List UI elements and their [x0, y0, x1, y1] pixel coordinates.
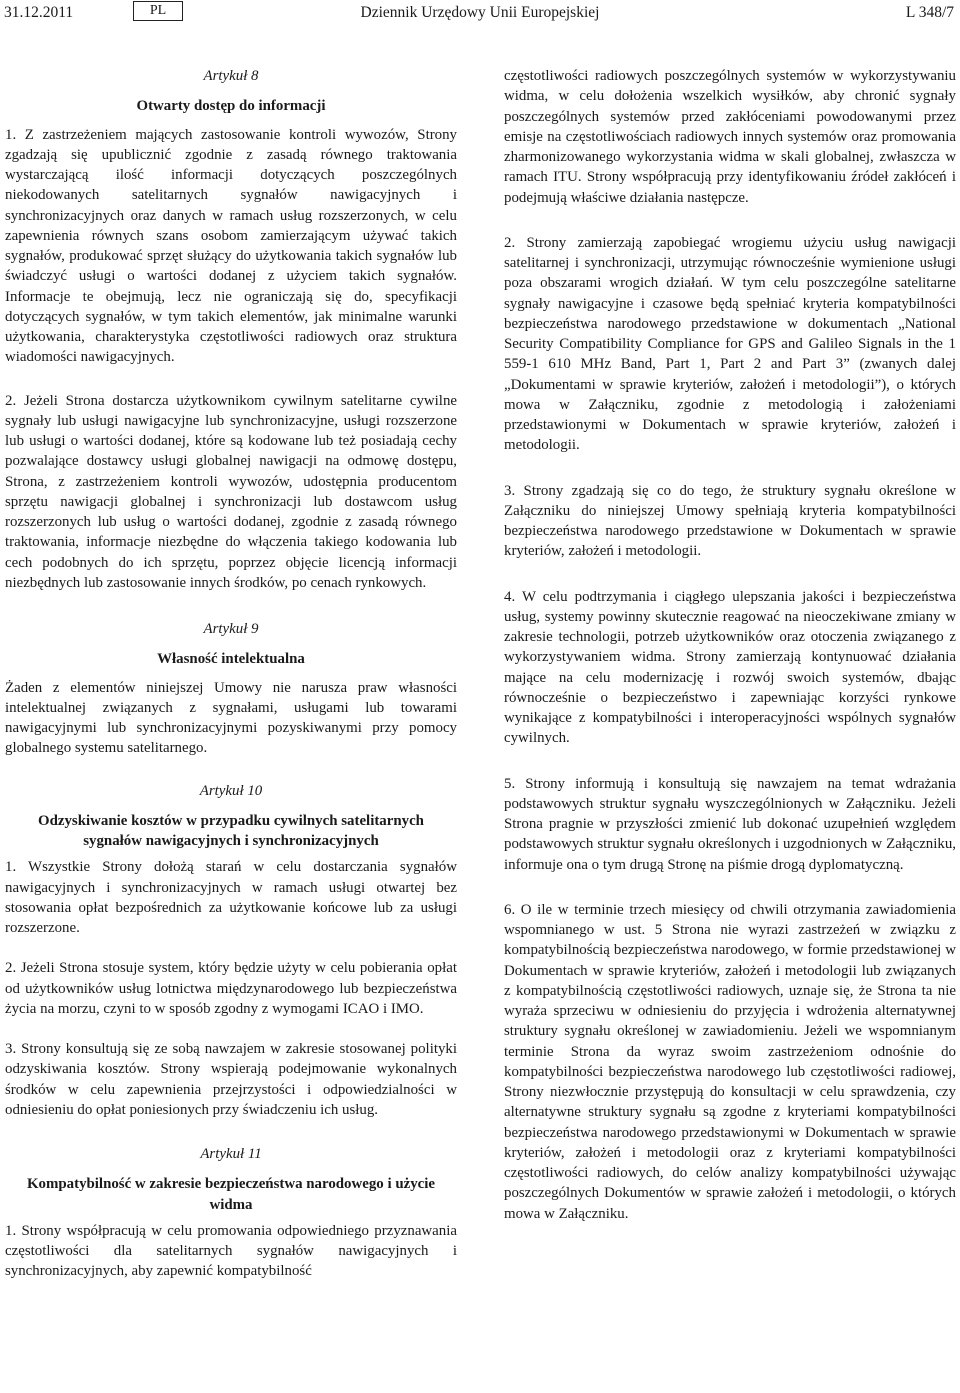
article-10-paragraph-1: 1. Wszystkie Strony dołożą starań w celu dostarczania sygnałów nawigacyjnych i synchronizacyjnych w ramach usługi otwartej bez stosowania opłat bezpośrednich za użytkowanie końcowe lub za usługi rozszerzone.: [5, 859, 457, 936]
article-11-paragraph-5: 5. Strony informują i konsultują się nawzajem na temat wdrażania podstawowych struktur sygnału wyszczególnionych w Załączniku. Jeżeli Strona pragnie w przyszłości zmienić lub dokonać uzupełnień względem podstawowych struktur sygnału określonych i uzgodnionych w Załączniku, informuje ona o tym drugą Stronę na piśmie drogą dyplomatyczną.: [504, 775, 956, 873]
article-8-paragraph-2: 2. Jeżeli Strona dostarcza użytkownikom cywilnym satelitarne cywilne sygnały lub usługi nawigacyjne lub synchronizacyjne, usługi rozszerzone lub usługi o wartości dodanej, które są kodowane lub też posiadają cechy pozwalające dostawcy usługi globalnej nawigacji na odmowę dostępu, Strona, z zastrzeżeniem kontroli wywozów, udostępnia producentom sprzętu nawigacji globalnej i synchronizacji lub dostawcom usług rozszerzonych lub usług o wartości dodanej, zgodnie z zasadą równego traktowania, informacje niezbędne do włączenia takiego kodowania lub cech podobnych do ich sprzętu, poprzez objęcie licencją informacji niezbędnych lub zastosowanie innych środków, po cenach rynkowych.: [5, 392, 457, 591]
article-8-title: Otwarty dostęp do informacji: [136, 98, 326, 115]
article-9-paragraph-1: Żaden z elementów niniejszej Umowy nie narusza praw własności intelektualnej związanych z sygnałami, usługami lub towarami nawigacyjnymi lub synchronizacyjnymi pozyskiwanymi przy pomocy globalnego systemu satelitarnego.: [5, 679, 457, 757]
page-header: [0, 0, 960, 26]
article-11-paragraph-4: 4. W celu podtrzymania i ciągłego ulepszania jakości i bezpieczeństwa usług, systemy powinny skutecznie reagować na nieoczekiwane zmiany w zakresie technologii, potrzeb użytkowników oraz otoczenia związanego z wykorzystywaniem widma. Strony zamierzają kontynuować działania mające na celu modernizację i rozwój swoich systemów, dbając równocześnie o bezpieczeństwo i zapewniając korzyści rynkowe wynikające z kompatybilności i interoperacyjności wspólnych sygnałów cywilnych.: [504, 588, 956, 747]
article-11-paragraph-6: 6. O ile w terminie trzech miesięcy od chwili otrzymania zawiadomienia wspomnianego w ust. 5 Strona nie wyrazi zastrzeżeń w związku z kompatybilnością bezpieczeństwa narodowego, w formie przedstawionej w Dokumentach w sprawie kryteriów, założeń i metodologii lub związanych z kompatybilnością częstotliwości radiowych, uznaje się, że Strona ta nie wyraża sprzeciwu w odniesieniu do przyjęcia i wdrożenia alternatywnej struktury sygnału określonej w zawiadomieniu. Jeżeli we wspomnianym terminie Strona da wyraz swoim zastrzeżeniom odnośnie do kompatybilności bezpieczeństwa narodowego lub częstotliwości radiowej, Strony niezwłocznie przystępują do konsultacji w celu sprawdzenia, czy alternatywne struktury sygnału są zgodne z kryteriami kompatybilności bezpieczeństwa narodowego przedstawionymi w Dokumentach w sprawie kryteriów, założeń i metodologii oraz z kryteriami kompatybilności częstotliwości radiowych, do celów analizy kompatybilności używając poszczególnych Dokumentów w sprawie założeń i metodologii, o których mowa w Załączniku.: [504, 901, 956, 1222]
article-10-paragraph-2: 2. Jeżeli Strona stosuje system, który będzie użyty w celu pobierania opłat od użytkowników usług lotnictwa międzynarodowego lub bezpieczeństwa życia na morzu, czyni to w sposób zgodny z wymogami ICAO i IMO.: [5, 960, 457, 1017]
journal-title: Dziennik Urzędowy Unii Europejskiej: [360, 4, 600, 21]
article-11-label: Artykuł 11: [200, 1146, 262, 1162]
right-column: [504, 66, 956, 1224]
language-badge: PL: [133, 1, 183, 21]
article-8-paragraph-1: 1. Z zastrzeżeniem mających zastosowanie kontroli wywozów, Strony zgadzają się upublicznić zgodnie z zasadą równego traktowania wystarczającą ilość informacji dotyczących poszczególnych niekodowanych satelitarnych sygnałów nawigacyjnych i synchronizacyjnych oraz danych w ramach usług rozszerzonych, w celu zapewnienia równych szans osobom zamierzającym używać takich sygnałów, produkować sprzęt służący do użytkowania takich sygnałów lub świadczyć usługi o wartości dodanej z użyciem takich sygnałów. Informacje te obejmują, lecz nie ograniczają się do, specyfikacji dotyczących sygnałów, w tym takich elementów, jak minimalne warunki użytkowania, charakterystyka częstotliwości radiowych oraz struktura wiadomości nawigacyjnych.: [5, 126, 457, 366]
article-10-paragraph-3: 3. Strony konsultują się ze sobą nawzajem w zakresie stosowanej polityki odzyskiwania kosztów. Strony wspierają podejmowanie wykonalnych środków w celu zapewnienia przejrzystości i odpowiedzialności w odniesieniu do opłat poniesionych przy świadczeniu ich usług.: [5, 1041, 457, 1118]
article-11-paragraph-3: 3. Strony zgadzają się co do tego, że struktury sygnału określone w Załączniku do niniejszej Umowy spełniają kryteria kompatybilności bezpieczeństwa narodowego przedstawione w Dokumentach w sprawie kryteriów, założeń i metodologii.: [504, 482, 956, 560]
page-number: L 348/7: [905, 4, 954, 21]
article-10-title: Odzyskiwanie kosztów w przypadku cywilnych satelitarnych sygnałów nawigacyjnych i synchronizacyjnych: [38, 812, 424, 849]
article-8-label: Artykuł 8: [203, 68, 259, 84]
article-11-paragraph-1: 1. Strony współpracują w celu promowania odpowiedniego przyznawania częstotliwości dla satelitarnych sygnałów nawigacyjnych i synchronizacyjnych, aby zapewnić kompatybilność: [5, 1222, 457, 1280]
publication-date: 31.12.2011: [4, 4, 74, 21]
article-11-paragraph-1-continued: częstotliwości radiowych poszczególnych systemów w wykorzystywaniu widma, w celu dołożenia wszelkich wysiłków, aby chronić sygnały poszczególnych systemów przed zakłóceniami powodowanymi przez emisje na częstotliwościach radiowych innych systemów oraz promowania zharmonizowanego wykorzystania widma w skali globalnej, zwłaszcza w ramach ITU. Strony współpracują przy identyfikowaniu źródeł zakłóceń i podejmują właściwe działania następcze.: [504, 68, 956, 206]
article-9-label: Artykuł 9: [203, 621, 259, 637]
article-10-label: Artykuł 10: [199, 782, 263, 799]
article-9-title: Własność intelektualna: [157, 651, 305, 668]
left-column: [5, 66, 457, 1282]
article-11-paragraph-2: 2. Strony zamierzają zapobiegać wrogiemu użyciu usług nawigacji satelitarnej i synchronizacji, utrzymując równocześnie wymienione usługi poza obszarami wrogich działań. W tym celu poszczególne satelitarne sygnały nawigacyjne i czasowe będą spełniać kryteria kompatybilności bezpieczeństwa narodowego przedstawione w dokumentach „National Security Compatibility Compliance for GPS and Galileo Signals in the 1 559-1 610 MHz Band, Part 1, Part 2 and Part 3” (zwanych dalej „Dokumentami w sprawie kryteriów, założeń i metodologii”), o których mowa w Załączniku, zgodnie z metodologią i założeniami przedstawionymi w Dokumentach w sprawie kryteriów, założeń i metodologii.: [504, 234, 956, 454]
article-11-title: Kompatybilność w zakresie bezpieczeństwa narodowego i użycie widma: [26, 1176, 436, 1213]
